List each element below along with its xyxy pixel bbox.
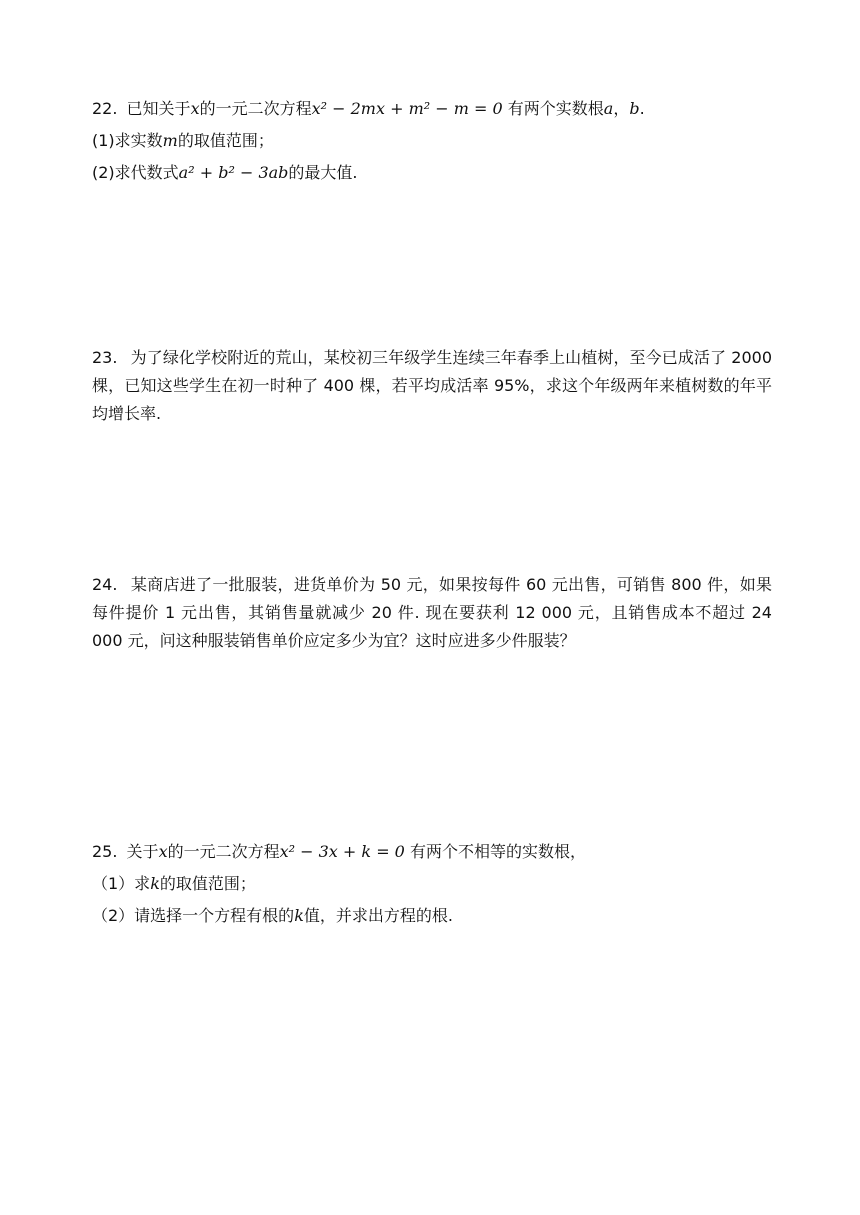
problem-25-equation: x² − 3x + k = 0 (279, 842, 405, 861)
problem-22-var-x: x (190, 99, 200, 118)
problem-23 (92, 344, 772, 428)
problem-22-part-2-suffix: 的最大值. (288, 163, 358, 182)
problem-22-part-1-suffix: 的取值范围； (177, 131, 274, 150)
problem-24 (92, 571, 772, 655)
problem-22-stem-mid: 的一元二次方程 (199, 99, 312, 118)
problem-25-stem-mid: 的一元二次方程 (167, 842, 280, 861)
problem-22-number: 22. (92, 99, 118, 118)
problem-22-root-b: b (629, 99, 640, 118)
problem-25-number: 25. (92, 842, 118, 861)
problem-22-part-1 (92, 128, 772, 154)
problem-22-part-2-expr: a² + b² − 3ab (178, 163, 289, 182)
problem-25-var-x: x (158, 842, 168, 861)
problem-25-stem (92, 839, 772, 865)
problem-24-number: 24. (92, 575, 118, 594)
problem-22-stem (92, 96, 772, 122)
problem-22-stem-prefix: 已知关于 (126, 99, 191, 118)
problem-22-end: . (639, 99, 645, 118)
problem-22-part-1-var: m (162, 131, 178, 150)
problem-22-equation-text: x² − 2mx + m² − m = 0 (311, 99, 503, 118)
problem-25-stem-prefix: 关于 (126, 842, 159, 861)
problem-23-text: 为了绿化学校附近的荒山，某校初三年级学生连续三年春季上山植树，至今已成活了 2000 棵，已知这些学生在初一时种了 400 棵，若平均成活率 95%，求这个年级两年来植树数的年平均增长率. (92, 348, 772, 423)
problem-25-part-1-prefix: （1）求 (92, 874, 151, 893)
problem-22-equation (312, 99, 503, 118)
problem-25-part-2-var: k (294, 906, 304, 925)
problem-22-part-1-prefix: (1)求实数 (92, 131, 163, 150)
problem-25-part-2 (92, 903, 772, 929)
problem-25-part-2-prefix: （2）请选择一个方程有根的 (92, 906, 295, 925)
problem-24-text-block (92, 571, 772, 655)
problem-22-stem-suffix: 有两个实数根 (507, 99, 604, 118)
problem-25-stem-suffix: 有两个不相等的实数根， (409, 842, 586, 861)
problem-25-part-1-var: k (150, 874, 160, 893)
problem-22-root-a: a (603, 99, 614, 118)
problem-22-part-2 (92, 160, 772, 186)
problem-25-part-1 (92, 871, 772, 897)
problem-22 (92, 96, 772, 186)
problem-25-part-1-suffix: 的取值范围； (159, 874, 256, 893)
problem-22-sep: ， (613, 99, 630, 118)
problem-25-part-2-suffix: 值，并求出方程的根. (303, 906, 453, 925)
problem-25 (92, 839, 772, 929)
problem-24-text: 某商店进了一批服装，进货单价为 50 元，如果按每件 60 元出售，可销售 800 件，如果每件提价 1 元出售，其销售量就减少 20 件. 现在要获利 12 000 元，且销售成本不超过 24 000 元，问这种服装销售单价应定多少为宜？这时应进多少件服装？ (92, 575, 772, 650)
problem-23-text-block (92, 344, 772, 428)
problem-22-part-2-prefix: (2)求代数式 (92, 163, 179, 182)
problem-23-number: 23. (92, 348, 118, 367)
